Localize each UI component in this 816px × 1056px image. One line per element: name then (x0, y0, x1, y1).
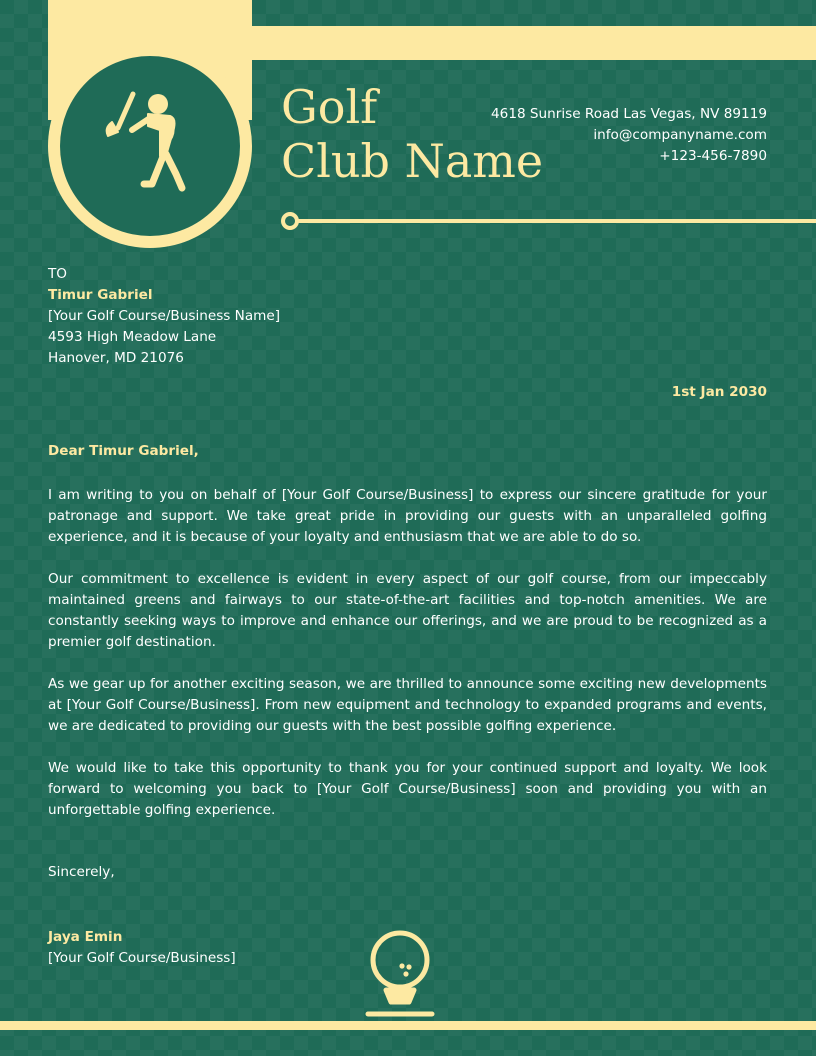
closing: Sincerely, (48, 864, 115, 880)
contact-phone: +123-456-7890 (659, 148, 767, 164)
recipient-street: 4593 High Meadow Lane (48, 329, 217, 345)
body-paragraph: Our commitment to excellence is evident in every aspect of our golf course, from our impeccably maintained greens and fairways to our state-of-the-art facilities and top-notch amenities. We are constantly seeking ways to improve and enhance our offerings, and we are proud to be recognized as a premier golf destination. (48, 571, 767, 650)
letter-date: 1st Jan 2030 (671, 384, 767, 400)
body-paragraph: I am writing to you on behalf of [Your Golf Course/Business] to express our sincere gratitude for your patronage and support. We take great pride in providing our guests with an unparalleled golfing experience, and it is because of your loyalty and enthusiasm that we are able to do so. (48, 487, 767, 545)
golf-ball-on-tee-icon (362, 930, 438, 1020)
recipient-block (48, 264, 280, 369)
signature-name: Jaya Emin (48, 929, 123, 945)
salutation: Dear Timur Gabriel, (48, 443, 199, 459)
divider-dot (281, 212, 299, 230)
contact-email: info@companyname.com (593, 127, 767, 143)
recipient-name: Timur Gabriel (48, 287, 153, 303)
contact-address: 4618 Sunrise Road Las Vegas, NV 89119 (491, 106, 767, 122)
letter-body (48, 485, 767, 842)
body-paragraph: We would like to take this opportunity to thank you for your continued support and loyalty. We look forward to welcoming you back to [Your Golf Course/Business] soon and providing you with an unforgettable golfing experience. (48, 760, 767, 818)
club-name-line2: Club Name (281, 134, 544, 188)
recipient-company: [Your Golf Course/Business Name] (48, 308, 281, 324)
body-paragraph: As we gear up for another exciting season, we are thrilled to announce some exciting new developments at [Your Golf Course/Business]. From new equipment and technology to expanded programs and events, we are dedicated to providing our guests with the best possible golfing experience. (48, 676, 767, 734)
club-name-line1: Golf (281, 80, 378, 134)
header-divider (298, 219, 816, 223)
golfer-icon (60, 56, 240, 236)
signature-company: [Your Golf Course/Business] (48, 950, 236, 966)
recipient-to-label: TO (48, 266, 68, 282)
contact-block (491, 104, 767, 167)
signature-block (48, 927, 236, 969)
recipient-city: Hanover, MD 21076 (48, 350, 184, 366)
footer-bar (0, 1021, 816, 1030)
header-bar (252, 26, 816, 60)
